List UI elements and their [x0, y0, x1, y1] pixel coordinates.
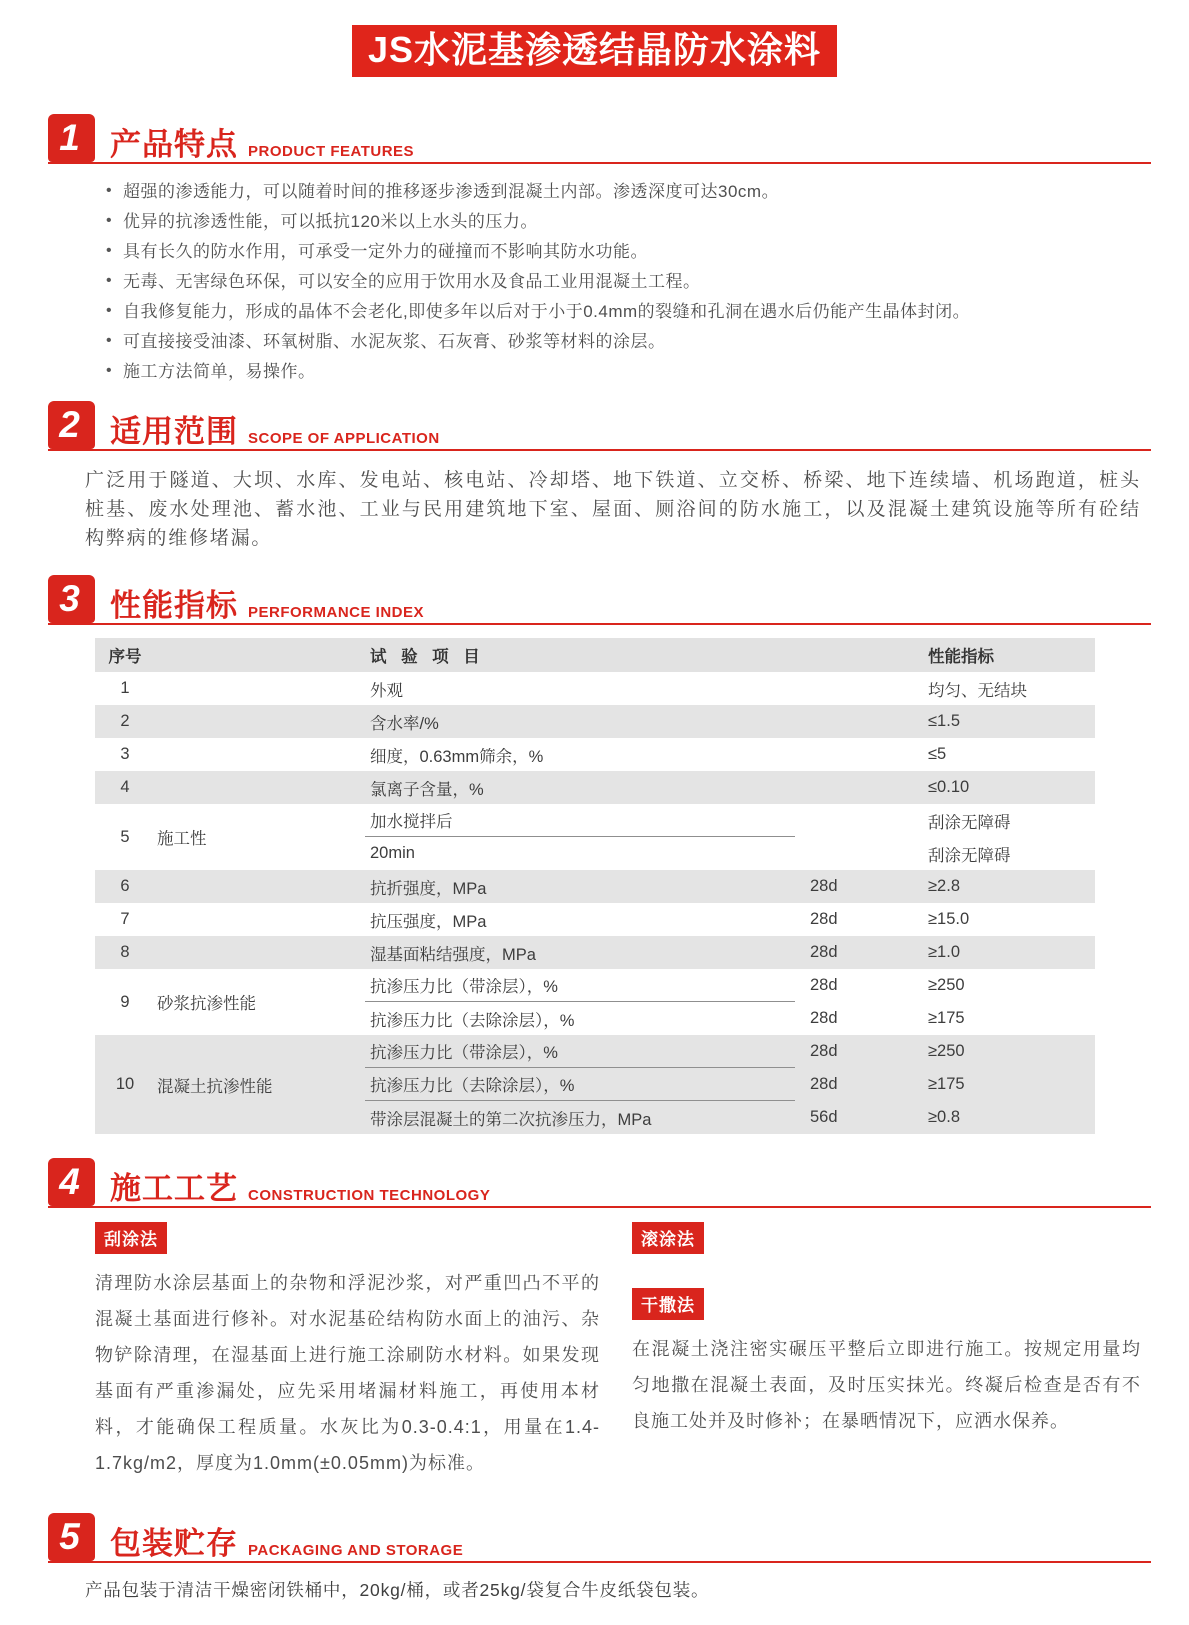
scope-paragraph: 广泛用于隧道、大坝、水库、发电站、核电站、冷却塔、地下铁道、立交桥、桥梁、地下连续墙、机场跑道，桩头桩基、废水处理池、蓄水池、工业与民用建筑地下室、屋面、厕浴间的防水施工，以及混凝土建筑设施等所有砼结构弊病的维修堵漏。: [85, 470, 1141, 549]
scrape-method-column: [95, 1222, 600, 1481]
section-title-cn: 性能指标: [110, 588, 238, 623]
dry-method-badge: 干撒法: [632, 1288, 704, 1320]
feature-bullet: • 自我修复能力，形成的晶体不会老化,即使多年以后对于小于0.4mm的裂缝和孔洞在遇水后仍能产生晶体封闭。: [104, 297, 1134, 327]
page-title: JS水泥基渗透结晶防水涂料: [352, 25, 837, 77]
test-item-name: 抗渗压力比（去除涂层），%: [370, 1011, 575, 1030]
section-heading-features: [48, 112, 1151, 164]
table-subrow: [365, 1002, 1095, 1035]
row-number: 4: [120, 778, 130, 796]
row-items: [365, 705, 1095, 738]
index-value: ≥250: [928, 976, 965, 994]
table-header-row: [95, 638, 1095, 672]
section-title-en: PACKAGING AND STORAGE: [248, 1542, 464, 1559]
test-item-name: 加水搅拌后: [365, 804, 795, 837]
row-category: 混凝土抗渗性能: [157, 1077, 273, 1096]
test-item-name: 含水率/%: [370, 714, 439, 733]
construction-columns: [95, 1222, 1141, 1481]
row-category: [155, 870, 365, 903]
table-body: [95, 672, 1095, 1134]
row-category: [155, 738, 365, 771]
section-title-en: SCOPE OF APPLICATION: [248, 430, 440, 447]
header-test-item: 试 验 项 目: [370, 648, 485, 666]
index-value: ≥250: [928, 1042, 965, 1060]
row-category: [155, 705, 365, 738]
section-title-cn: 产品特点: [110, 127, 238, 162]
row-number: 10: [115, 1075, 135, 1093]
section-number: 4: [48, 1158, 95, 1206]
test-item-name: 带涂层混凝土的第二次抗渗压力，MPa: [370, 1110, 652, 1129]
test-age: 28d: [810, 1009, 838, 1027]
test-age: 28d: [810, 943, 838, 961]
table-subrow: [365, 771, 1095, 804]
section-heading-packaging: [48, 1511, 1151, 1563]
row-number: 3: [120, 745, 130, 763]
row-items: [365, 771, 1095, 804]
feature-bullet: • 施工方法简单，易操作。: [104, 357, 1134, 387]
row-category: 砂浆抗渗性能: [157, 995, 256, 1013]
section-title-cn: 包装贮存: [110, 1526, 238, 1561]
feature-bullet: • 可直接接受油漆、环氧树脂、水泥灰浆、石灰膏、砂浆等材料的涂层。: [104, 327, 1134, 357]
table-subrow: [365, 870, 1095, 903]
table-row: [95, 705, 1095, 738]
section-number: 3: [48, 575, 95, 623]
test-item-name: 氯离子含量，%: [370, 780, 484, 799]
test-item-name: 抗渗压力比（带涂层），%: [365, 969, 795, 1002]
test-item-name: 细度，0.63mm筛余，%: [370, 747, 544, 766]
test-age: 28d: [810, 976, 838, 994]
table-subrow: [365, 804, 1095, 837]
row-category: [155, 672, 365, 705]
test-age: 28d: [810, 877, 838, 895]
scrape-method-badge: 刮涂法: [95, 1222, 167, 1254]
row-items: [365, 1035, 1095, 1134]
spacer: [632, 1254, 1141, 1288]
test-item-name: 湿基面粘结强度，MPa: [370, 945, 536, 964]
section-number: 1: [48, 114, 95, 162]
section-title-cn: 适用范围: [110, 414, 238, 449]
row-number: 8: [120, 943, 130, 961]
performance-table: [95, 638, 1095, 1134]
index-value: ≥15.0: [928, 910, 970, 928]
section-heading-scope: [48, 399, 1151, 451]
row-number: 6: [120, 877, 130, 895]
index-value: ≥0.8: [928, 1108, 960, 1126]
feature-bullet: • 超强的渗透能力，可以随着时间的推移逐步渗透到混凝土内部。渗透深度可达30cm。: [104, 177, 1134, 207]
feature-bullet: • 优异的抗渗透性能，可以抵抗120米以上水头的压力。: [104, 207, 1134, 237]
table-subrow: [365, 705, 1095, 738]
test-item-name: 抗渗压力比（带涂层），%: [365, 1035, 795, 1068]
feature-bullet: • 具有长久的防水作用，可承受一定外力的碰撞而不影响其防水功能。: [104, 237, 1134, 267]
table-subrow: [365, 1035, 1095, 1068]
row-items: [365, 870, 1095, 903]
row-number: 5: [120, 827, 130, 846]
test-item-name: 抗折强度，MPa: [370, 879, 487, 898]
test-item-name: 抗压强度，MPa: [370, 912, 487, 931]
row-category: [155, 936, 365, 969]
section-number: 2: [48, 401, 95, 449]
header-no: 序号: [108, 648, 142, 666]
index-value: ≤0.10: [928, 778, 970, 796]
row-category: [155, 771, 365, 804]
table-subrow: [365, 1068, 1095, 1101]
table-row: [95, 936, 1095, 969]
test-item-name: 外观: [370, 681, 403, 700]
roll-method-badge: 滚涂法: [632, 1222, 704, 1254]
packaging-paragraph: 产品包装于清洁干燥密闭铁桶中，20kg/桶，或者25kg/袋复合牛皮纸袋包装。: [85, 1580, 710, 1600]
table-row: [95, 903, 1095, 936]
index-value: ≥2.8: [928, 877, 960, 895]
index-value: ≤1.5: [928, 712, 960, 730]
test-item-name: 20min: [370, 844, 415, 862]
table-subrow: [365, 903, 1095, 936]
row-number: 1: [120, 679, 130, 697]
feature-bullet: • 无毒、无害绿色环保，可以安全的应用于饮用水及食品工业用混凝土工程。: [104, 267, 1134, 297]
index-value: 刮涂无障碍: [928, 846, 1011, 865]
index-value: 均匀、无结块: [928, 681, 1027, 700]
row-items: [365, 903, 1095, 936]
row-items: [365, 936, 1095, 969]
table-subrow: [365, 738, 1095, 771]
table-row: [95, 672, 1095, 705]
table-subrow: [365, 969, 1095, 1002]
test-age: 28d: [810, 910, 838, 928]
row-items: [365, 738, 1095, 771]
table-row: [95, 771, 1095, 804]
index-value: ≥1.0: [928, 943, 960, 961]
section-title-en: PERFORMANCE INDEX: [248, 604, 425, 621]
section-title-cn: 施工工艺: [110, 1171, 238, 1206]
row-items: [365, 969, 1095, 1035]
index-value: ≤5: [928, 745, 947, 763]
section-number: 5: [48, 1513, 95, 1561]
test-age: 56d: [810, 1108, 838, 1126]
index-value: ≥175: [928, 1075, 965, 1093]
row-items: [365, 672, 1095, 705]
table-subrow: [365, 936, 1095, 969]
table-row: [95, 1035, 1095, 1134]
section-title-en: PRODUCT FEATURES: [248, 143, 415, 160]
test-item-name: 抗渗压力比（去除涂层），%: [365, 1068, 795, 1101]
index-value: ≥175: [928, 1009, 965, 1027]
row-items: [365, 804, 1095, 870]
section-title-en: CONSTRUCTION TECHNOLOGY: [248, 1187, 491, 1204]
table-subrow: [365, 1101, 1095, 1134]
row-number: 2: [120, 712, 130, 730]
roll-dry-method-column: [632, 1222, 1141, 1481]
row-number: 9: [120, 992, 130, 1011]
dry-method-text: 在混凝土浇注密实碾压平整后立即进行施工。按规定用量均匀地撒在混凝土表面，及时压实抹光。终凝后检查是否有不良施工处并及时修补；在暴晒情况下，应洒水保养。: [632, 1339, 1141, 1431]
table-row: [95, 804, 1095, 870]
row-category: 施工性: [157, 830, 207, 848]
row-number: 7: [120, 910, 130, 928]
test-age: 28d: [810, 1042, 838, 1060]
table-row: [95, 738, 1095, 771]
header-index: 性能指标: [928, 648, 994, 666]
feature-list: [104, 177, 1134, 387]
table-subrow: [365, 672, 1095, 705]
section-heading-performance: [48, 573, 1151, 625]
table-row: [95, 870, 1095, 903]
index-value: 刮涂无障碍: [928, 813, 1011, 832]
test-age: 28d: [810, 1075, 838, 1093]
scrape-method-text: 清理防水涂层基面上的杂物和浮泥沙浆，对严重凹凸不平的混凝土基面进行修补。对水泥基砼结构防水面上的油污、杂物铲除清理，在湿基面上进行施工涂刷防水材料。如果发现基面有严重渗漏处，应先采用堵漏材料施工，再使用本材料，才能确保工程质量。水灰比为0.3-0.4:1，用量在1.4-1.7kg/m2，厚度为1.0mm(±0.05mm)为标准。: [95, 1273, 600, 1473]
table-subrow: [365, 837, 1095, 870]
row-category: [155, 903, 365, 936]
table-row: [95, 969, 1095, 1035]
section-heading-construction: [48, 1156, 1151, 1208]
